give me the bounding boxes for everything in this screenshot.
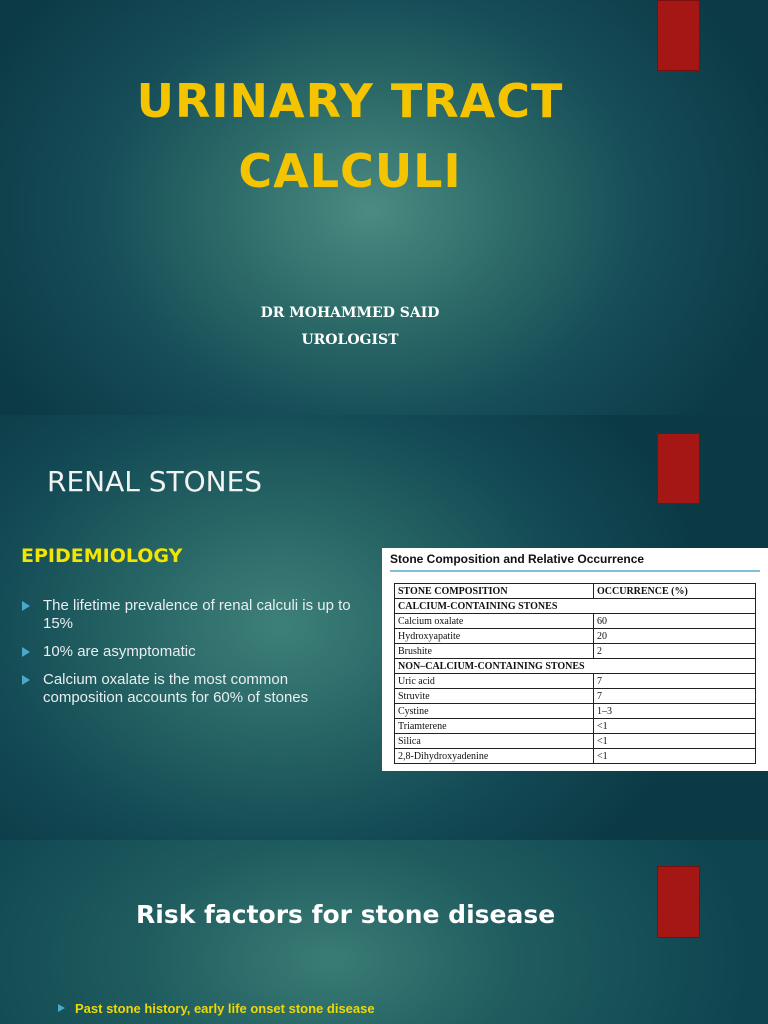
cell-composition: Brushite (395, 644, 594, 659)
bullet-item (20, 671, 365, 707)
bullet-arrow-icon (22, 675, 30, 685)
cell-occurrence: <1 (594, 719, 756, 734)
cell-composition: Calcium oxalate (395, 614, 594, 629)
bullet-text: The lifetime prevalence of renal calculi is up to 15% (43, 597, 351, 632)
header-composition: STONE COMPOSITION (395, 584, 594, 599)
cell-occurrence: 2 (594, 644, 756, 659)
section-heading: EPIDEMIOLOGY (21, 545, 183, 567)
bullet-text: Past stone history, early life onset stone disease (75, 1001, 375, 1016)
author-role: UROLOGIST (301, 332, 399, 348)
cell-occurrence: 20 (594, 629, 756, 644)
table-row (395, 689, 756, 704)
cell-composition: Silica (395, 734, 594, 749)
cell-composition: Hydroxyapatite (395, 629, 594, 644)
header-occurrence: OCCURRENCE (%) (594, 584, 756, 599)
table-row (395, 644, 756, 659)
table-header-row (395, 584, 756, 599)
table-row (395, 719, 756, 734)
caption-rule (390, 570, 760, 572)
slide-heading: Risk factors for stone disease (136, 900, 556, 929)
cell-composition: Triamterene (395, 719, 594, 734)
title-slide (0, 0, 768, 415)
bullet-item (20, 643, 365, 661)
cell-occurrence: <1 (594, 734, 756, 749)
risk-factors-slide (0, 840, 768, 1024)
renal-stones-slide (0, 415, 768, 840)
table-row (395, 734, 756, 749)
red-accent-tab (657, 433, 700, 504)
red-accent-tab (657, 0, 700, 71)
title-line-2: CALCULI (238, 144, 462, 198)
bullet-arrow-icon (22, 601, 30, 611)
slide-title (100, 66, 600, 206)
stone-composition-table (394, 583, 756, 764)
author-name: DR MOHAMMED SAID (260, 305, 440, 321)
bullet-arrow-icon (22, 647, 30, 657)
bullet-item (20, 597, 365, 633)
table-row (395, 614, 756, 629)
bullet-list (20, 597, 365, 717)
cell-composition: Cystine (395, 704, 594, 719)
stone-composition-figure (382, 548, 768, 771)
group-row (395, 599, 756, 614)
cell-occurrence: 7 (594, 674, 756, 689)
table-row (395, 749, 756, 764)
cell-composition: Struvite (395, 689, 594, 704)
bullet-text: Calcium oxalate is the most common composition accounts for 60% of stones (43, 671, 309, 706)
cell-occurrence: 60 (594, 614, 756, 629)
table-row (395, 629, 756, 644)
cell-occurrence: 7 (594, 689, 756, 704)
group-row (395, 659, 756, 674)
cell-composition: Uric acid (395, 674, 594, 689)
bullet-arrow-icon (58, 1004, 65, 1012)
title-line-1: URINARY TRACT (136, 74, 564, 128)
group-label: CALCIUM-CONTAINING STONES (395, 599, 756, 614)
slide-heading: RENAL STONES (47, 465, 263, 498)
group-label: NON–CALCIUM-CONTAINING STONES (395, 659, 756, 674)
table-row (395, 704, 756, 719)
table-row (395, 674, 756, 689)
table-caption: Stone Composition and Relative Occurrence (390, 552, 645, 566)
cell-occurrence: <1 (594, 749, 756, 764)
cell-composition: 2,8-Dihydroxyadenine (395, 749, 594, 764)
bullet-item (58, 1001, 375, 1016)
red-accent-tab (657, 866, 700, 938)
bullet-text: 10% are asymptomatic (43, 643, 196, 660)
cell-occurrence: 1–3 (594, 704, 756, 719)
